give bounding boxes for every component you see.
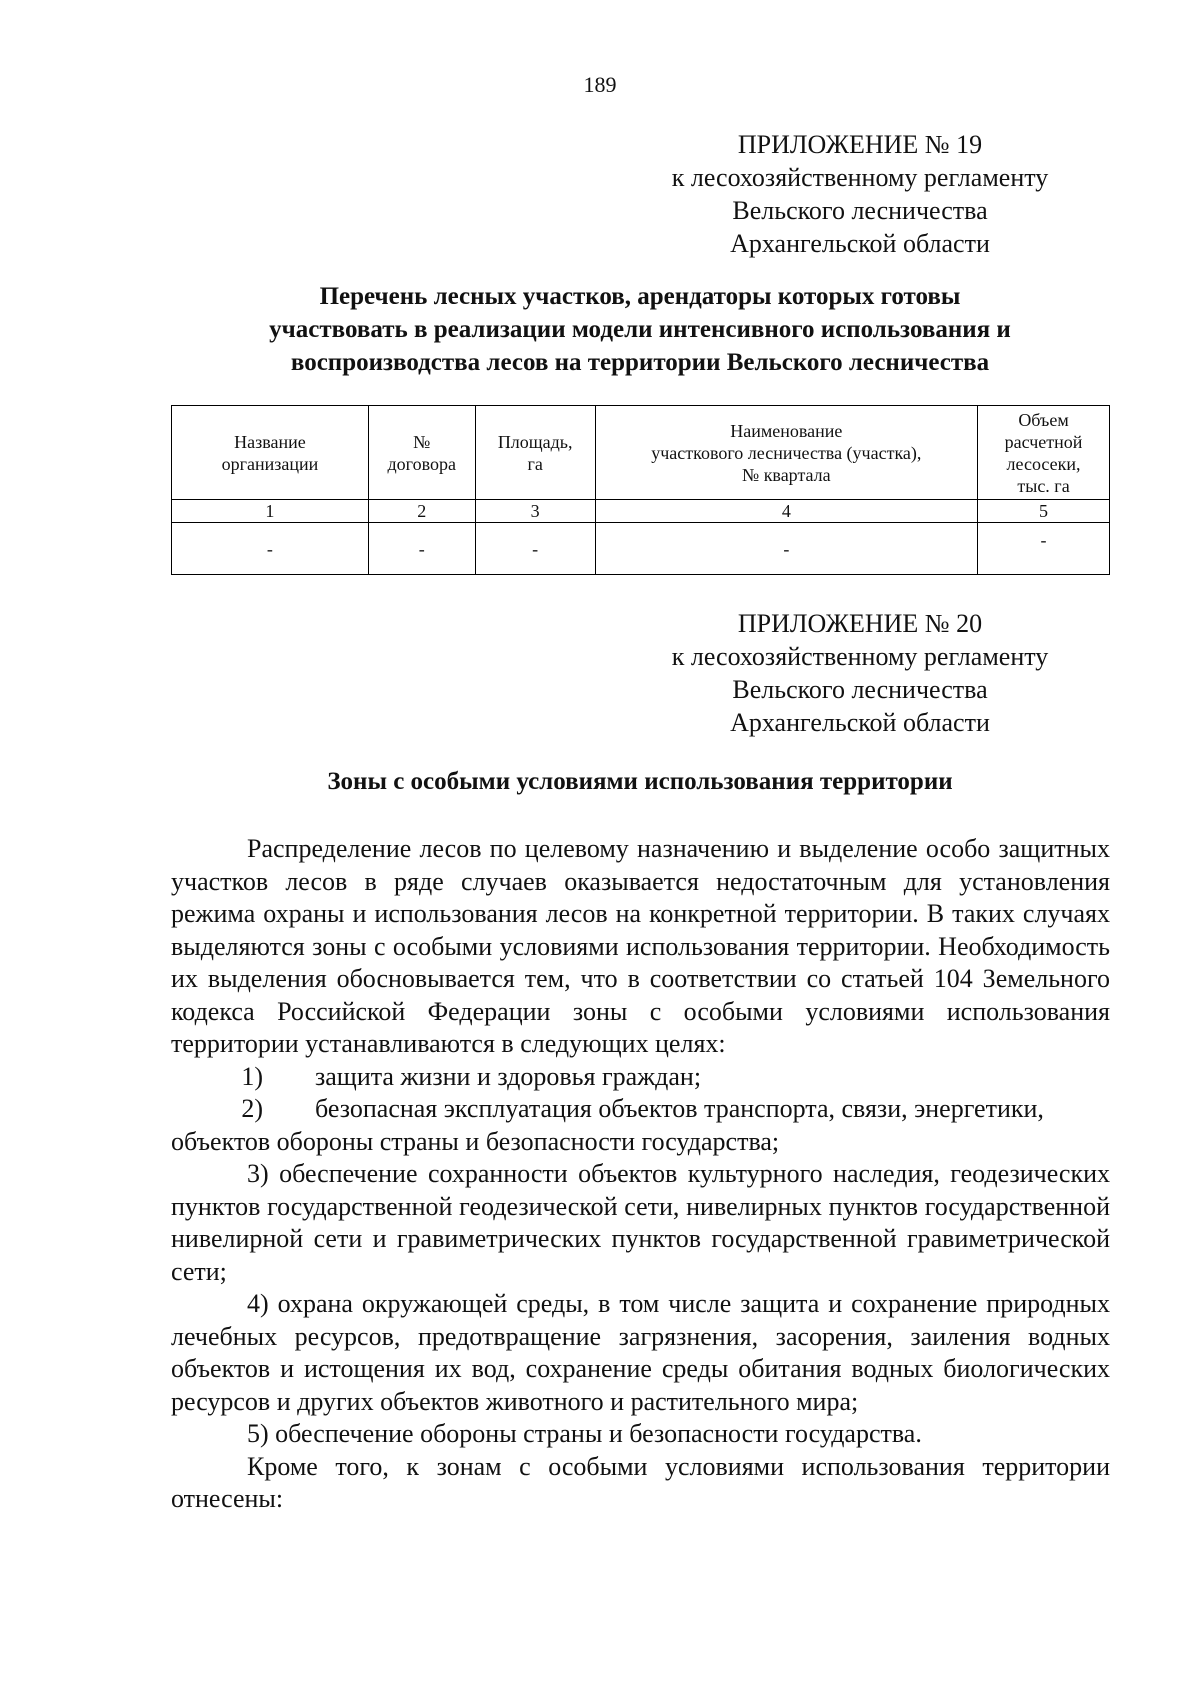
appendix-20-line2: Вельского лесничества bbox=[732, 675, 988, 704]
list-item: 4) охрана окружающей среды, в том числе защита и сохранение природных лечебных ресурсов, предотвращение загрязнения, засорения, заиления водных объектов и истощения их вод, сохранение среды обитания водных биологических ресурсов и других объектов животного и растительного мира; bbox=[171, 1289, 1110, 1416]
table-cell: - bbox=[595, 523, 977, 575]
column-number: 1 bbox=[172, 500, 369, 523]
intro-paragraph: Распределение лесов по целевому назначению и выделение особо защитных участков лесов в ряде случаев оказывается недостаточным для установления режима охраны и использования лесов на конкретной территории. В таких случаях выделяются зоны с особыми условиями использования территории. Необходимость их выделения обосновывается тем, что в соответствии со статьей 104 Земельного кодекса Российской Федерации зоны с особыми условиями использования территории устанавливаются в следующих целях: bbox=[171, 834, 1110, 1058]
heading-line: участвовать в реализации модели интенсивного использования и bbox=[269, 316, 1011, 343]
column-number: 4 bbox=[595, 500, 977, 523]
lease-table bbox=[171, 405, 1110, 575]
page-number: 189 bbox=[583, 72, 617, 97]
appendix-19-line2: Вельского лесничества bbox=[732, 196, 988, 225]
heading-line: Перечень лесных участков, арендаторы которых готовы bbox=[319, 283, 961, 310]
header-organization: Название организации bbox=[172, 406, 369, 500]
header-contract-number: № договора bbox=[368, 406, 475, 500]
appendix-20-title: ПРИЛОЖЕНИЕ № 20 bbox=[737, 609, 983, 638]
list-item: 3) обеспечение сохранности объектов культурного наследия, геодезических пунктов государственной геодезической сети, нивелирных пунктов государственной нивелирной сети и гравиметрических пунктов государственной гравиметрической сети; bbox=[171, 1159, 1110, 1286]
appendix-20-heading: Зоны с особыми условиями использования территории bbox=[327, 768, 953, 795]
appendix-19-title: ПРИЛОЖЕНИЕ № 19 bbox=[737, 130, 983, 159]
table-row bbox=[172, 523, 1110, 575]
heading-line: воспроизводства лесов на территории Вельского лесничества bbox=[290, 349, 990, 376]
appendix-20-line3: Архангельской области bbox=[730, 708, 990, 737]
header-forestry-name: Наименование участкового лесничества (участка), № квартала bbox=[595, 406, 977, 500]
table-cell: - bbox=[368, 523, 475, 575]
body-text bbox=[171, 833, 1110, 1516]
list-item-continuation: объектов обороны страны и безопасности государства; bbox=[171, 1126, 780, 1156]
list-item bbox=[171, 1093, 1110, 1126]
table-cell: - bbox=[475, 523, 595, 575]
appendix-19-heading bbox=[170, 280, 1110, 379]
list-item-text: безопасная эксплуатация объектов транспорта, связи, энергетики, bbox=[315, 1094, 1044, 1123]
list-item-number: 1) bbox=[241, 1061, 263, 1091]
appendix-20-block bbox=[600, 607, 1120, 739]
appendix-19-block bbox=[600, 128, 1120, 260]
appendix-19-line1: к лесохозяйственному регламенту bbox=[671, 163, 1049, 192]
header-area: Площадь, га bbox=[475, 406, 595, 500]
list-item-text: защита жизни и здоровья граждан; bbox=[315, 1061, 702, 1091]
column-number-row bbox=[172, 500, 1110, 523]
list-item-number: 2) bbox=[241, 1094, 263, 1123]
column-number: 2 bbox=[368, 500, 475, 523]
list-item: 5) обеспечение обороны страны и безопасности государства. bbox=[247, 1419, 922, 1448]
appendix-20-line1: к лесохозяйственному регламенту bbox=[671, 642, 1049, 671]
table-header-row bbox=[172, 406, 1110, 500]
column-number: 5 bbox=[978, 500, 1110, 523]
header-cutting-volume: Объем расчетной лесосеки, тыс. га bbox=[978, 406, 1110, 500]
closing-paragraph: Кроме того, к зонам с особыми условиями использования территории отнесены: bbox=[171, 1451, 1110, 1513]
column-number: 3 bbox=[475, 500, 595, 523]
list-item bbox=[171, 1061, 1110, 1094]
table-cell: - bbox=[978, 523, 1110, 575]
table-cell: - bbox=[172, 523, 369, 575]
appendix-19-line3: Архангельской области bbox=[730, 229, 990, 258]
